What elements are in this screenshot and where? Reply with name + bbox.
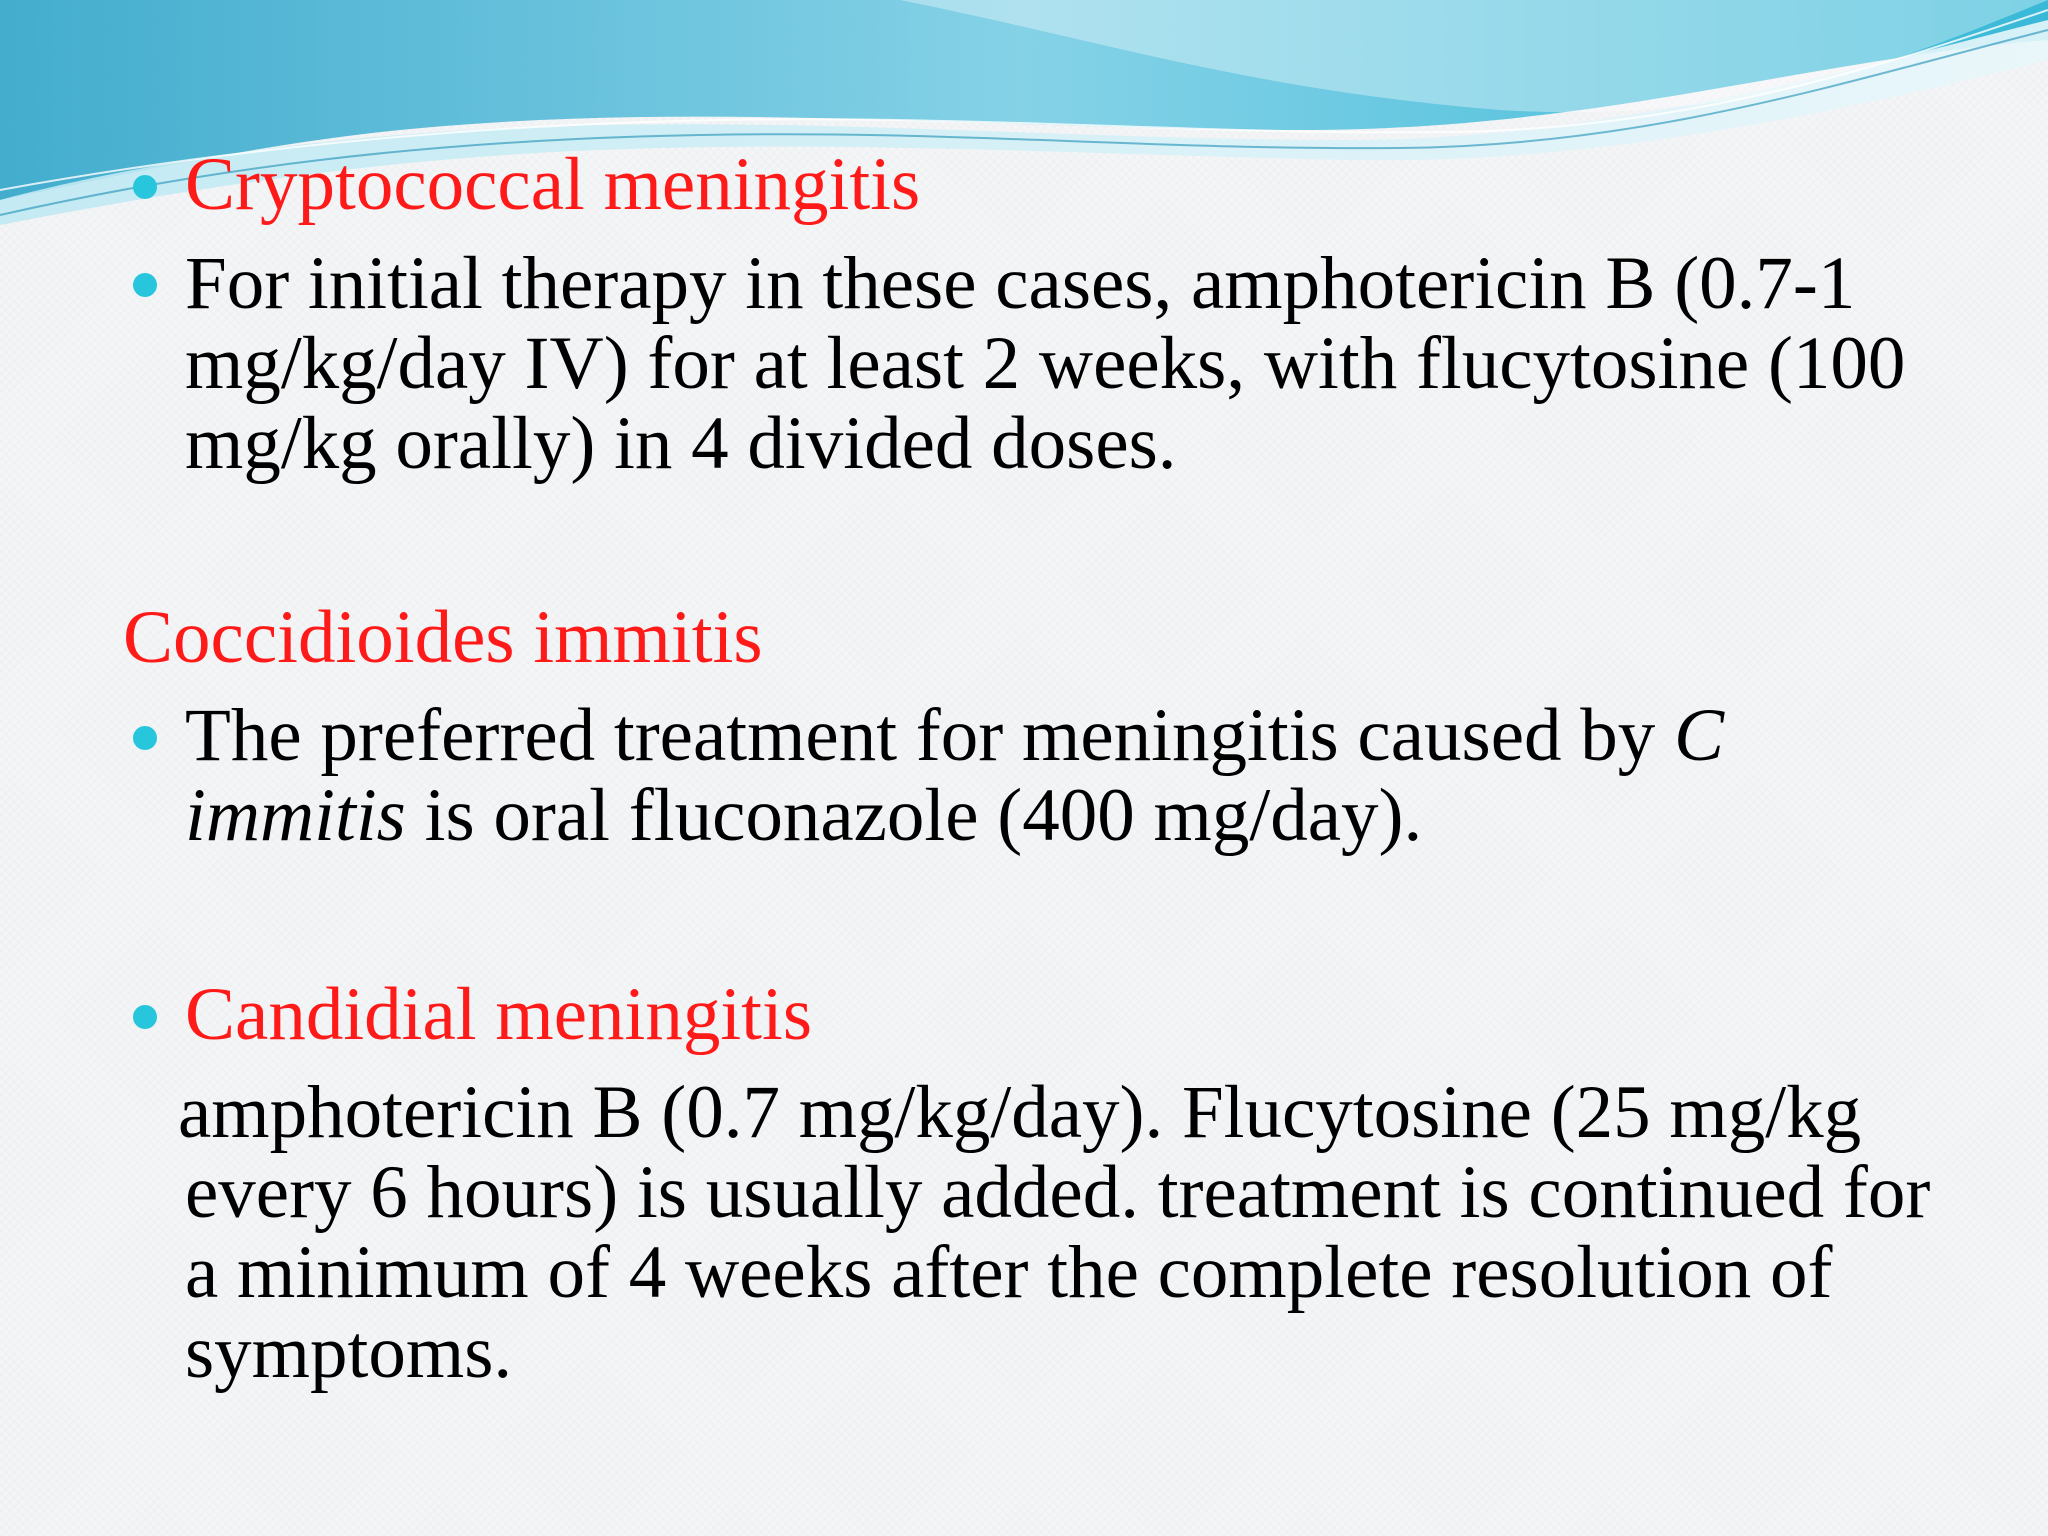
candidial-line-4: symptoms. (185, 1311, 513, 1394)
coccidioides-italic-species: immitis (185, 774, 406, 857)
heading-cryptococcal: Cryptococcal meningitis (185, 143, 921, 226)
candidial-line-2: every 6 hours) is usually added. treatment is continued for (185, 1151, 1931, 1234)
cryptococcal-line-2: mg/kg/day IV) for at least 2 weeks, with flucytosine (100 (185, 322, 1906, 405)
coccidioides-italic-genus: C (1673, 694, 1725, 777)
candidial-line-3: a minimum of 4 weeks after the complete resolution of (185, 1231, 1833, 1314)
bullet-icon (133, 273, 157, 297)
coccidioides-line-1 (185, 696, 1724, 776)
candidial-line-1: amphotericin B (0.7 mg/kg/day). Flucytosine (25 mg/kg (178, 1071, 1862, 1154)
cryptococcal-line-1: For initial therapy in these cases, amphotericin B (0.7-1 (185, 242, 1856, 325)
bullet-icon (133, 175, 157, 199)
coccidioides-line-2 (185, 776, 1422, 856)
heading-coccidioides: Coccidioides immitis (123, 596, 763, 679)
bullet-icon (133, 1005, 157, 1029)
cryptococcal-line-3: mg/kg orally) in 4 divided doses. (185, 402, 1177, 485)
bullet-icon (133, 726, 157, 750)
heading-candidial: Candidial meningitis (185, 973, 813, 1056)
coccidioides-line-2-text: is oral fluconazole (400 mg/day). (405, 774, 1423, 857)
coccidioides-line-1-text: The preferred treatment for meningitis caused by (185, 694, 1674, 777)
